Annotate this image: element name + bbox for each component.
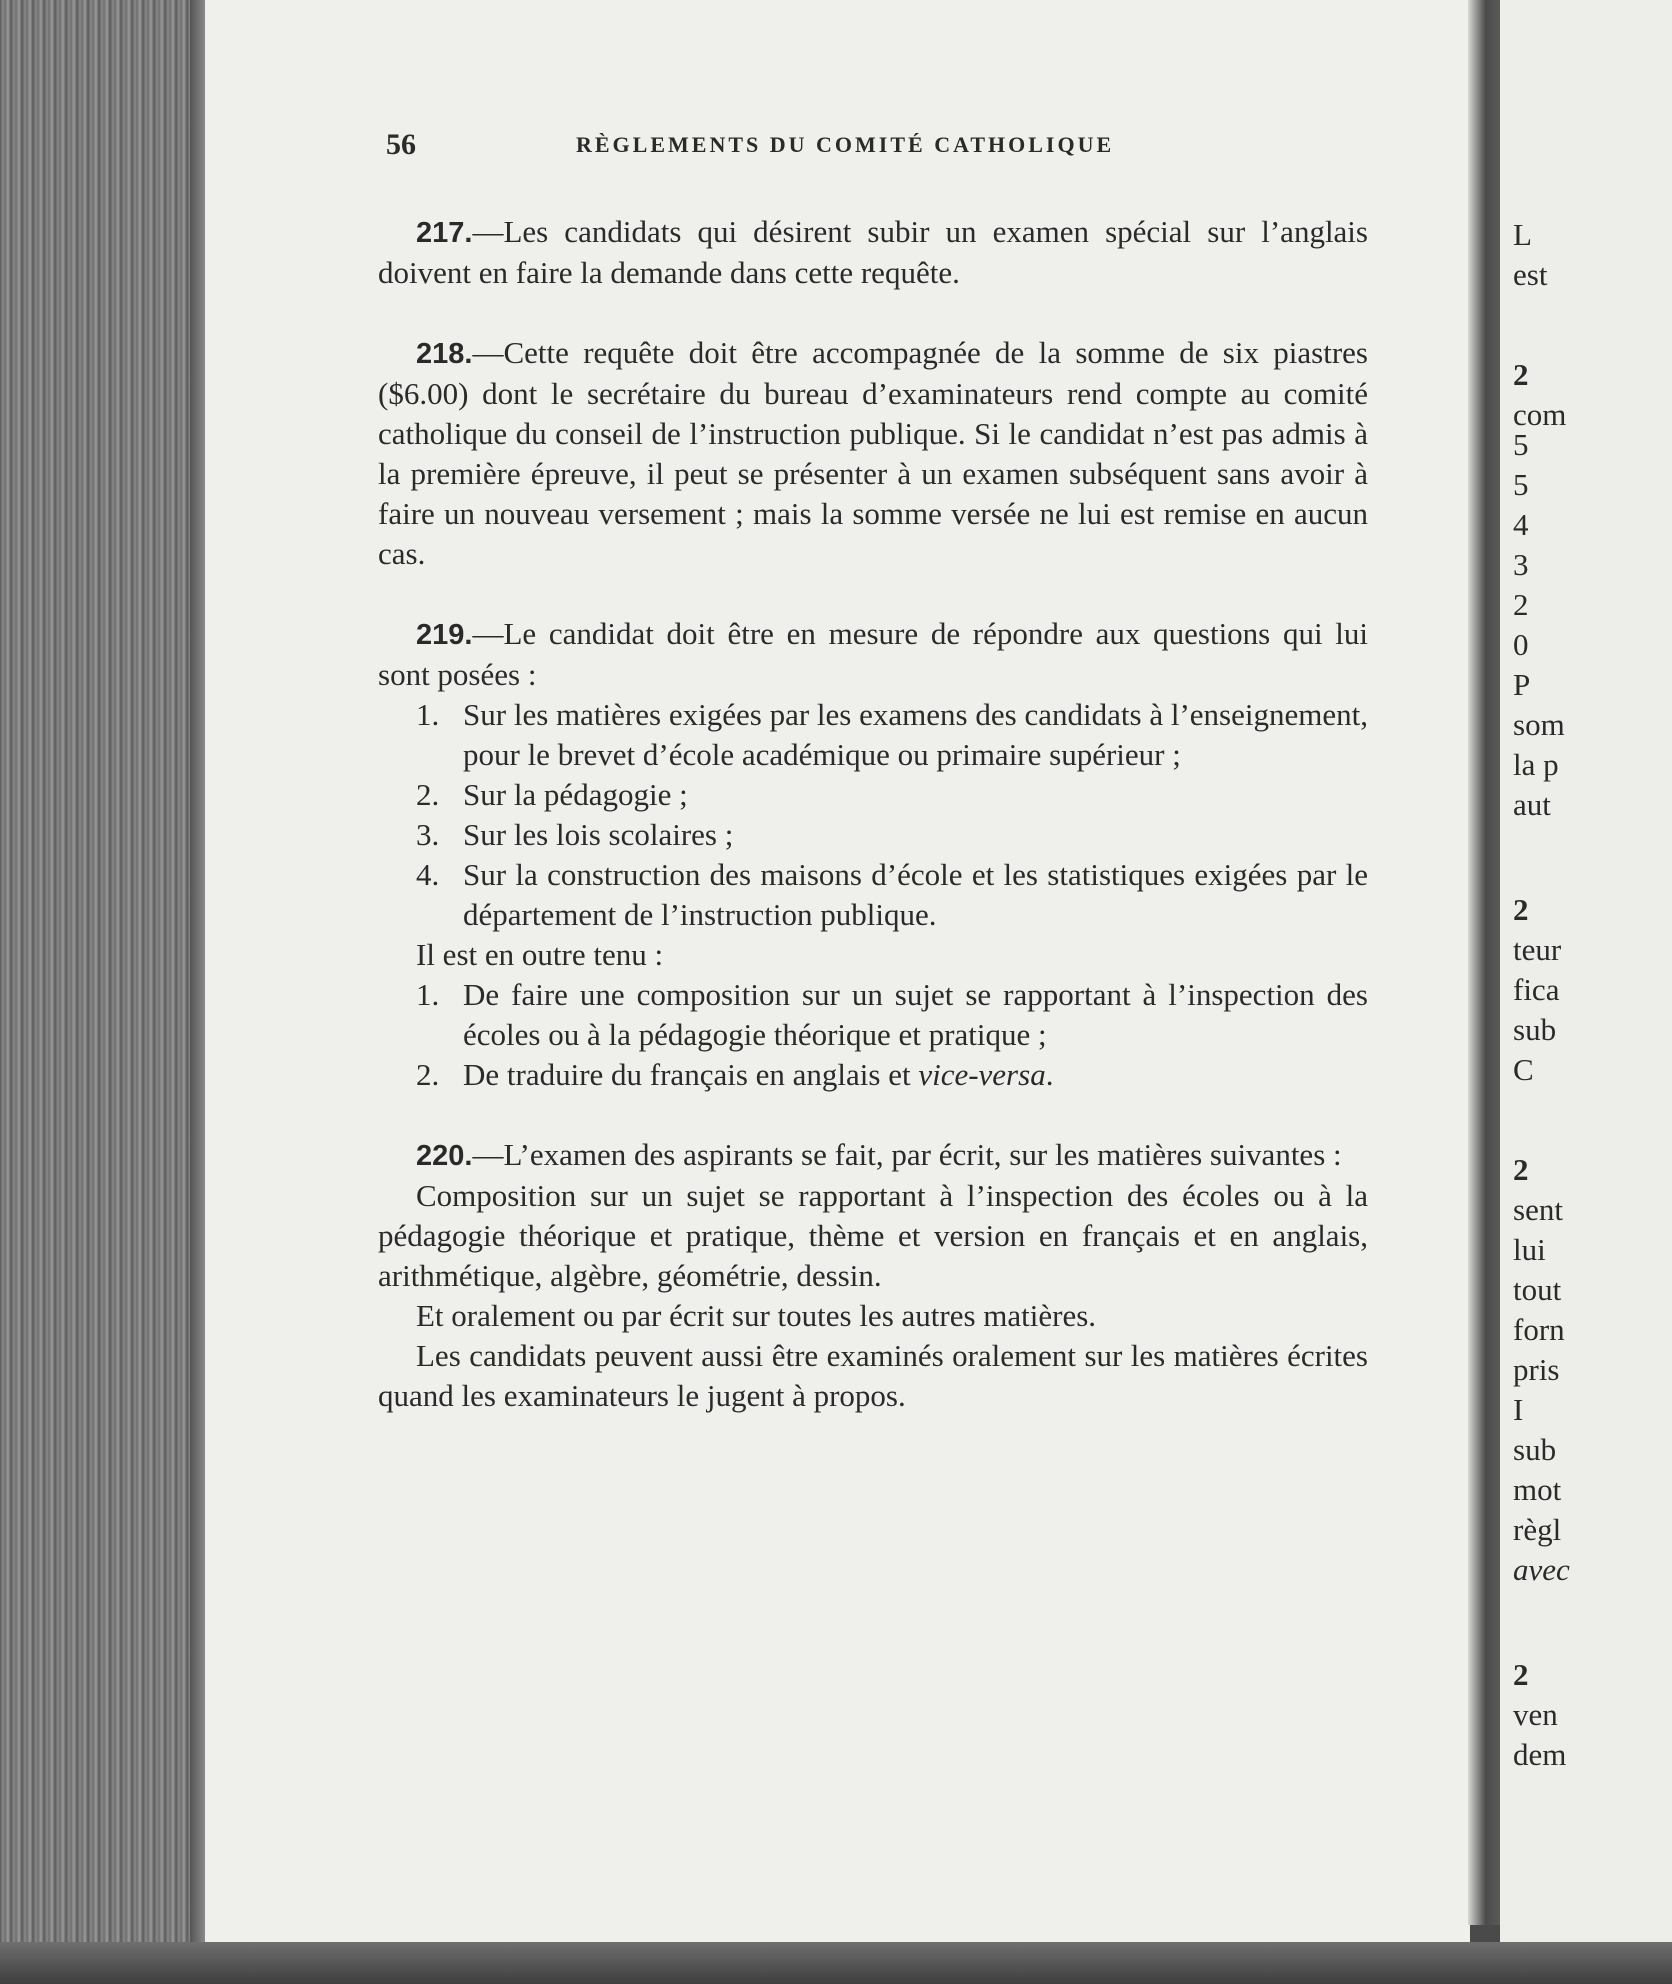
right-page-fragment: 4 <box>1513 507 1529 542</box>
right-page-fragment: P <box>1513 667 1531 702</box>
list-item: 2. Sur la pédagogie ; <box>416 777 688 812</box>
section-218 <box>378 333 1368 574</box>
section-219 <box>378 614 1368 1095</box>
section-220 <box>378 1135 1368 1416</box>
running-title: RÈGLEMENTS DU COMITÉ CATHOLIQUE <box>576 132 1115 157</box>
list-item: 3. Sur les lois scolaires ; <box>416 817 734 852</box>
right-page-fragment: ven <box>1513 1697 1558 1732</box>
right-page-fragment: est <box>1513 257 1548 292</box>
right-page-fragment: 2 <box>1513 587 1529 622</box>
right-page-fragment: dem <box>1513 1737 1567 1772</box>
right-page-fragment: forn <box>1513 1312 1565 1347</box>
right-page-fragment: lui <box>1513 1232 1546 1267</box>
section-number: 219. <box>416 619 473 651</box>
section-number: 218. <box>416 338 473 370</box>
section-intro: —L’examen des aspirants se fait, par écrit, sur les matières suivantes : <box>472 1137 1342 1172</box>
section-number: 220. <box>416 1140 473 1172</box>
right-page-fragment: teur <box>1513 932 1562 967</box>
right-page-fragment: aut <box>1513 787 1551 822</box>
section-also: Il est en outre tenu : <box>416 937 664 972</box>
right-page-fragment: com <box>1513 397 1567 432</box>
right-page-fragment: la p <box>1513 747 1559 782</box>
section-intro: —Le candidat doit être en mesure de répondre aux questions qui lui sont posées : <box>378 616 1368 692</box>
section-text: —Les candidats qui désirent subir un examen spécial sur l’anglais doivent en faire la demande dans cette requête. <box>378 214 1368 290</box>
section-217 <box>378 212 1368 293</box>
right-page-fragment: L <box>1513 217 1532 252</box>
right-page-fragment: 2 <box>1513 892 1529 927</box>
section-paragraph: Et oralement ou par écrit sur toutes les autres matières. <box>416 1298 1097 1333</box>
page-header <box>386 128 1371 172</box>
list-item: 1. De faire une composition sur un sujet se rapportant à l’inspection des écoles ou à la pédagogie théorique et pratique ; <box>416 977 1368 1052</box>
right-page-fragment: 0 <box>1513 627 1529 662</box>
list-item: 2. De traduire du français en anglais et vice-versa. <box>416 1057 1054 1092</box>
section-paragraph: Les candidats peuvent aussi être examinés oralement sur les matières écrites quand les examinateurs le jugent à propos. <box>378 1338 1368 1413</box>
right-page-fragment: tout <box>1513 1272 1562 1307</box>
right-page-fragment: 2 <box>1513 1152 1529 1187</box>
page-body <box>378 212 1368 1456</box>
right-page-fragment: mot <box>1513 1472 1562 1507</box>
book-gutter <box>1468 0 1500 1925</box>
section-paragraph: Composition sur un sujet se rapportant à l’inspection des écoles ou à la pédagogie théorique et pratique, thème et version en français et en anglais, arithmétique, algèbre, géométrie, dessin. <box>378 1178 1368 1293</box>
right-page-fragment: 2 <box>1513 1657 1529 1692</box>
right-page-fragment: C <box>1513 1052 1534 1087</box>
right-page-fragment: sent <box>1513 1192 1563 1227</box>
task-list <box>378 975 1368 1095</box>
scan-bottom-edge <box>0 1942 1672 1984</box>
list-item: 1. Sur les matières exigées par les examens des candidats à l’enseignement, pour le brevet d’école académique ou primaire supérieur ; <box>416 697 1368 772</box>
right-page-fragment: 5 <box>1513 427 1529 462</box>
page-number: 56 <box>386 128 416 161</box>
right-page-fragment: règl <box>1513 1512 1562 1547</box>
right-page-fragment: sub <box>1513 1012 1557 1047</box>
right-page-fragment: som <box>1513 707 1565 742</box>
list-item: 4. Sur la construction des maisons d’école et les statistiques exigées par le département de l’instruction publique. <box>416 857 1368 932</box>
right-page-fragment: 3 <box>1513 547 1529 582</box>
right-page-fragment: fica <box>1513 972 1560 1007</box>
right-page-fragment: 2 <box>1513 357 1529 392</box>
right-page-fragment: avec <box>1513 1552 1570 1587</box>
page-edges <box>0 0 215 1984</box>
subject-list <box>378 695 1368 935</box>
section-number: 217. <box>416 217 473 249</box>
section-text: —Cette requête doit être accompagnée de la somme de six piastres ($6.00) dont le secrétaire du bureau d’examinateurs rend compte au comité catholique du conseil de l’instruction publique. Si le candidat n’est pas admis à la première épreuve, il peut se présenter à un examen subséquent sans avoir à faire un nouveau versement ; mais la somme versée ne lui est remise en aucun cas. <box>378 335 1368 571</box>
right-page-fragment: sub <box>1513 1432 1557 1467</box>
right-page-fragment: pris <box>1513 1352 1560 1387</box>
right-page-fragment: I <box>1513 1392 1524 1427</box>
right-page-fragment: 5 <box>1513 467 1529 502</box>
